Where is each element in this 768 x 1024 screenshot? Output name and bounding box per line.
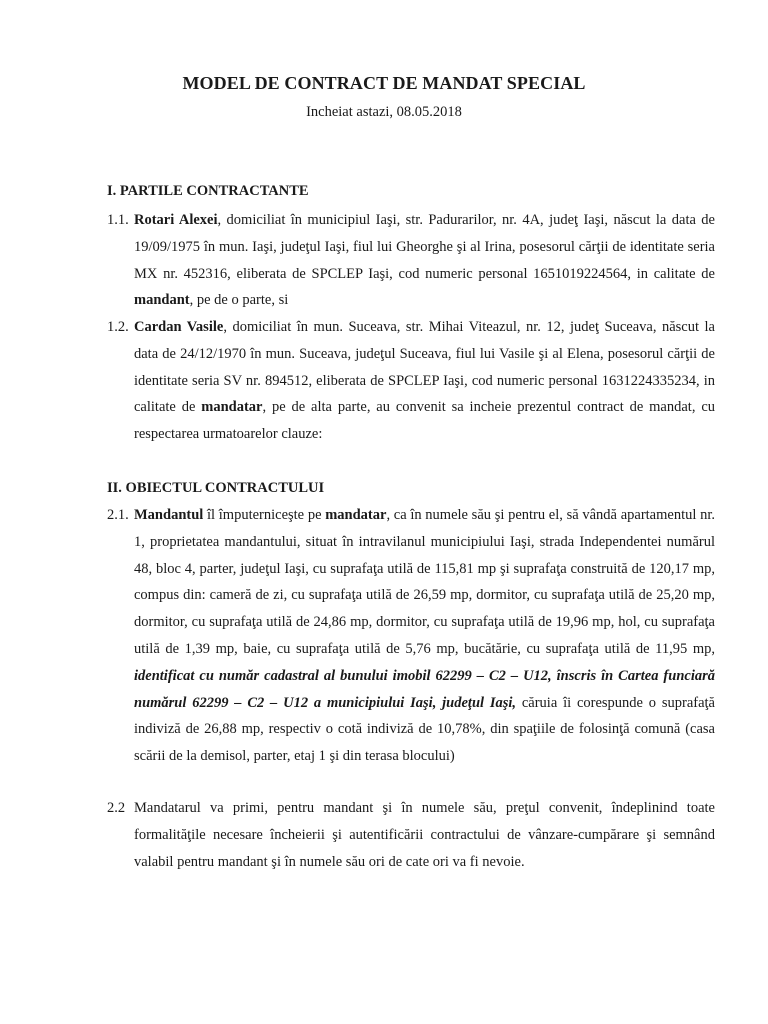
clause-text: , pe de alta parte, au convenit sa incheie prezentul contract de mandat, cu respectarea urmatoarelor clauze: xyxy=(134,399,716,443)
clause-text: , domiciliat în municipiul Iaşi, str. Padurarilor, nr. 4A, judeţ Iaşi, născut la data de 19/09/1975 în mun. Iaşi, judeţul Iaşi, fiul lui Gheorghe şi al Irina, posesorul cărţii de identitate seria MX nr. 452316, eliberata de SPCLEP Iaşi, cod numeric personal 1651019224564, in calitate de xyxy=(134,212,715,282)
clause-text: , domiciliat în mun. Suceava, str. Mihai Viteazul, nr. 12, judeţ Suceava, născut la data de 24/12/1970 în mun. Suceava, judeţul Suceava, fiul lui Vasile şi al Elena, posesorul cărţii de identitate seria SV nr. 894512, eliberata de SPCLEP Iaşi, cod numeric personal 1631224335234, in calitate de xyxy=(134,319,715,416)
party-role: mandatar xyxy=(201,399,263,416)
clause-number: 2.1. xyxy=(107,507,129,523)
clause-body xyxy=(134,207,715,314)
section-heading-object: II. OBIECTUL CONTRACTULUI xyxy=(107,480,325,496)
party-role: mandatar xyxy=(325,507,387,523)
property-identification: identificat cu număr cadastral al bunului imobil 62299 – C2 – U12, înscris în Cartea funciară numărul 62299 – C2 – U12 a municipiului Iaşi, judeţul Iaşi, xyxy=(134,667,715,711)
clause-text: căruia îi corespunde o suprafaţă indiviză de 26,88 mp, respectiv o cotă indiviză de 10,78%, din spaţiile de folosinţă comună (casa scării de la demisol, parter, etaj 1 şi din terasa blocului) xyxy=(134,694,715,765)
clause-body xyxy=(134,502,715,770)
clause-body: Mandatarul va primi, pentru mandant şi în numele său, preţul convenit, îndeplinind toate formalităţile necesare încheierii şi autentificării contractului de vânzare-cumpărare şi semnând valabil pentru mandant şi în numele său ori de cate ori va fi nevoie. xyxy=(134,800,715,870)
clause-1-2 xyxy=(107,314,715,448)
party-name: Rotari Alexei xyxy=(134,212,218,228)
party-role: mandant xyxy=(134,292,190,309)
party-name: Cardan Vasile xyxy=(134,319,224,335)
clause-text: , ca în numele său şi pentru el, să vândă apartamentul nr. 1, proprietatea mandantului, situat în intravilanul municipiului Iaşi, strada Independentei numărul 48, bloc 4, parter, judeţul Iaşi, cu suprafaţa utilă de 115,81 mp şi suprafaţa construită de 120,17 mp, compus din: cameră de zi, cu suprafaţa utilă de 26,59 mp, dormitor, cu suprafaţa utilă de 25,20 mp, dormitor, cu suprafaţa utilă de 24,86 mp, dormitor, cu suprafaţa utilă de 19,96 mp, hol, cu suprafaţa utilă de 1,39 mp, baie, cu suprafaţa utilă de 5,76 mp, bucătărie, cu suprafaţa utilă de 11,95 mp, xyxy=(134,507,715,657)
clause-number: 2.2 xyxy=(107,800,126,816)
party-name: Mandantul xyxy=(134,507,204,523)
clause-text: îl împuterniceşte pe xyxy=(203,507,326,523)
clause-text: , pe de o parte, si xyxy=(189,292,289,309)
document-title: MODEL DE CONTRACT DE MANDAT SPECIAL xyxy=(182,73,586,93)
clause-2-1 xyxy=(107,502,715,770)
section-heading-parties: I. PARTILE CONTRACTANTE xyxy=(107,183,309,199)
clause-number: 1.1. xyxy=(107,212,129,228)
clause-body xyxy=(134,314,715,448)
clause-number: 1.2. xyxy=(107,319,129,335)
clause-2-2 xyxy=(107,795,715,875)
clause-1-1 xyxy=(107,207,715,314)
document-date-line: Incheiat astazi, 08.05.2018 xyxy=(306,104,462,120)
